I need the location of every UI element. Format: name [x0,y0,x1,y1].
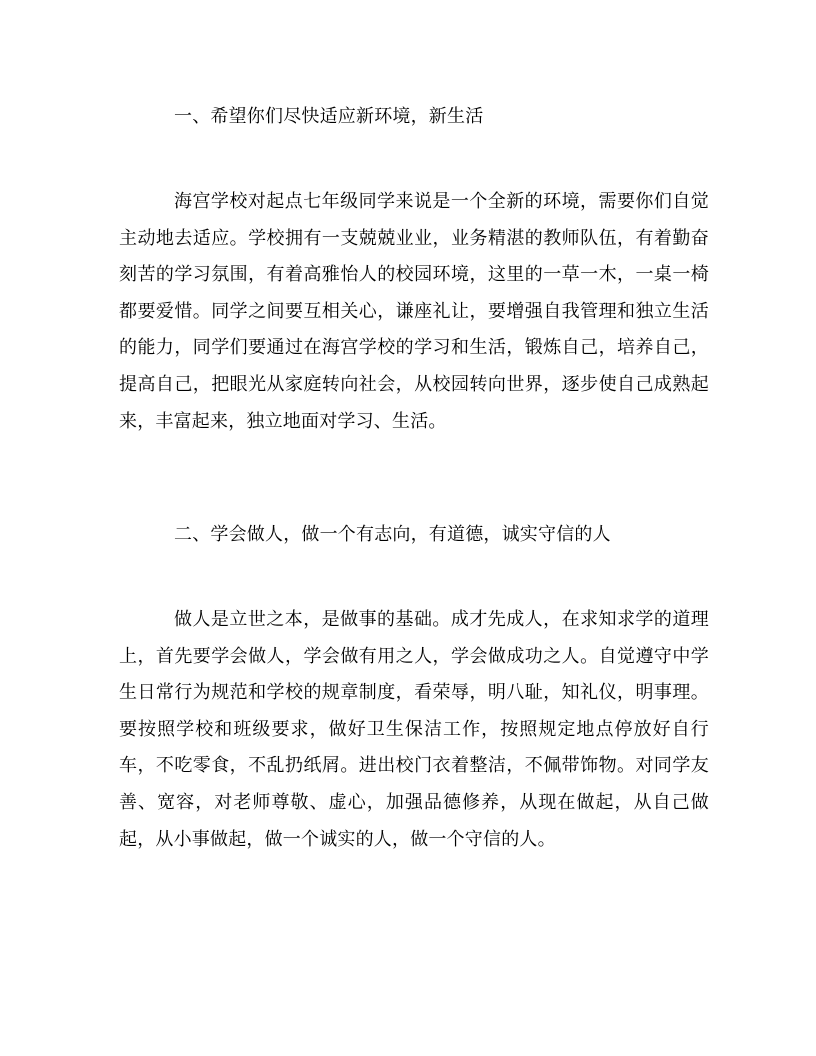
section-paragraph-1: 海宫学校对起点七年级同学来说是一个全新的环境，需要你们自觉主动地去适应。学校拥有一支兢兢业业，业务精湛的教师队伍，有着勤奋刻苦的学习氛围，有着高雅怡人的校园环境，这里的一草一木，一桌一椅都要爱惜。同学之间要互相关心，谦座礼让，要增强自我管理和独立生活的能力，同学们要通过在海宫学校的学习和生活，锻炼自己，培养自己，提高自己，把眼光从家庭转向社会，从校园转向世界，逐步使自己成熟起来，丰富起来，独立地面对学习、生活。 [119,191,709,432]
section-paragraph-2: 做人是立世之本，是做事的基础。成才先成人，在求知求学的道理上，首先要学会做人，学会做有用之人，学会做成功之人。自觉遵守中学生日常行为规范和学校的规章制度，看荣辱，明八耻，知礼仪，明事理。要按照学校和班级要求，做好卫生保洁工作，按照规定地点停放好自行车，不吃零食，不乱扔纸屑。进出校门衣着整洁，不佩带饰物。对同学友善、宽容，对老师尊敬、虚心，加强品德修养，从现在做起，从自己做起，从小事做起，做一个诚实的人，做一个守信的人。 [119,609,709,850]
section-heading-1: 一、希望你们尽快适应新环境，新生活 [174,106,484,127]
section-heading-2: 二、学会做人，做一个有志向，有道德，诚实守信的人 [174,524,611,545]
